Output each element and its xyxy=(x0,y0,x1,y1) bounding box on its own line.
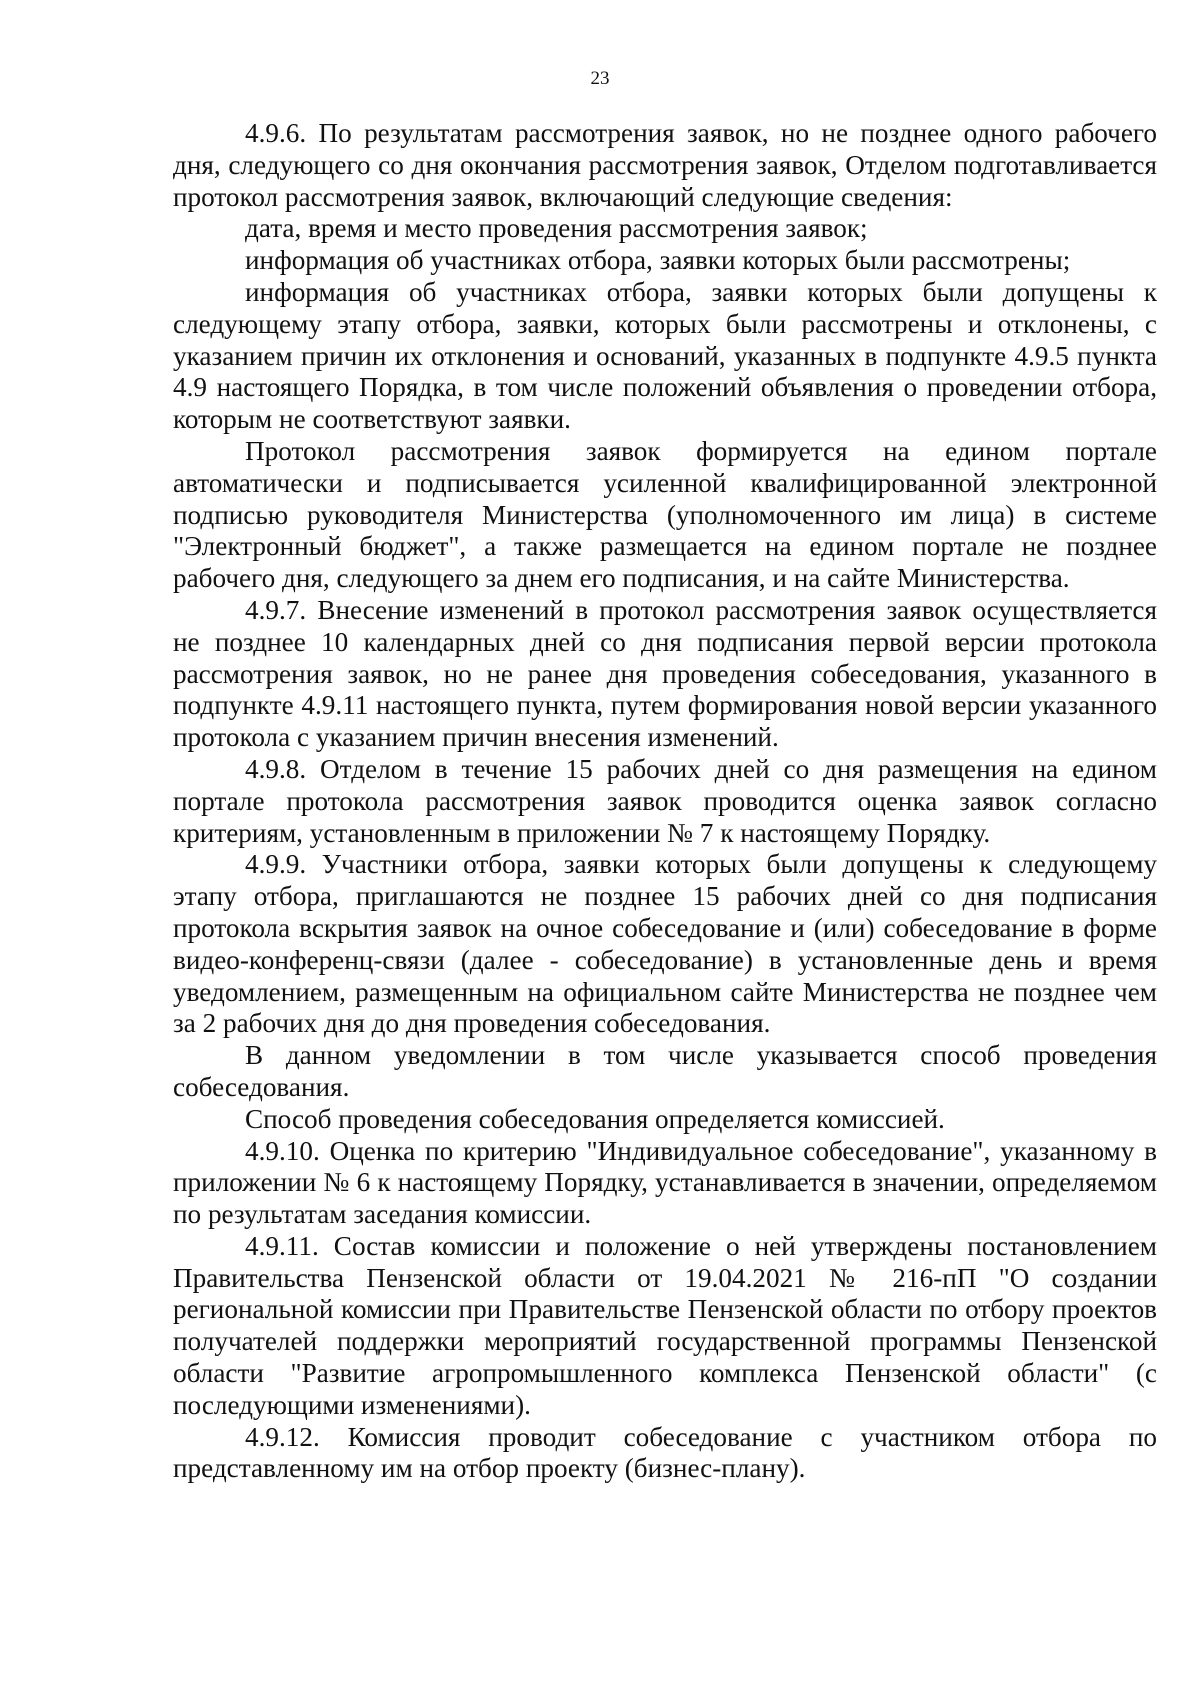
list-item-date-time-place: дата, время и место проведения рассмотрения заявок; xyxy=(245,213,868,244)
list-item-participants-reviewed: информация об участниках отбора, заявки которых были рассмотрены; xyxy=(245,245,1071,276)
paragraph-4-9-11: 4.9.11. Состав комиссии и положение о ней утверждены постановлением Правительства Пензенской области от 19.04.2021 № 216-пП "О создании региональной комиссии при Правительстве Пензенской области по отбору проектов получателей поддержки мероприятий государственной программы Пензенской области "Развитие агропромышленного комплекса Пензенской области" (с последующими изменениями). xyxy=(173,1230,1157,1420)
paragraph-4-9-10: 4.9.10. Оценка по критерию "Индивидуальное собеседование", указанному в приложении № 6 к настоящему Порядку, устанавливается в значении, определяемом по результатам заседания комиссии. xyxy=(173,1135,1157,1230)
list-item-participants-admitted-rejected: информация об участниках отбора, заявки которых были допущены к следующему этапу отбора, заявки, которых были рассмотрены и отклонены, с указанием причин их отклонения и оснований, указанных в подпункте 4.9.5 пункта 4.9 настоящего Порядка, в том числе положений объявления о проведении отбора, которым не соответствуют заявки. xyxy=(173,276,1157,435)
paragraph-4-9-12: 4.9.12. Комиссия проводит собеседование с участником отбора по представленному им на отбор проекту (бизнес-плану). xyxy=(173,1421,1157,1484)
paragraph-4-9-6: 4.9.6. По результатам рассмотрения заявок, но не позднее одного рабочего дня, следующего со дня окончания рассмотрения заявок, Отделом подготавливается протокол рассмотрения заявок, включающий следующие сведения: xyxy=(173,118,1157,212)
paragraph-4-9-8: 4.9.8. Отделом в течение 15 рабочих дней со дня размещения на едином портале протокола рассмотрения заявок проводится оценка заявок согласно критериям, установленным в приложении № 7 к настоящему Порядку. xyxy=(173,753,1157,848)
paragraph-4-9-9: 4.9.9. Участники отбора, заявки которых были допущены к следующему этапу отбора, приглашаются не позднее 15 рабочих дней со дня подписания протокола вскрытия заявок на очное собеседование и (или) собеседование в форме видео-конференц-связи (далее - собеседование) в установленные день и время уведомлением, размещенным на официальном сайте Министерства не позднее чем за 2 рабочих дня до дня проведения собеседования. xyxy=(173,849,1157,1039)
paragraph-notification-method: В данном уведомлении в том числе указывается способ проведения собеседования. xyxy=(173,1040,1157,1102)
paragraph-protocol-formation: Протокол рассмотрения заявок формируется на едином портале автоматически и подписывается усиленной квалифицированной электронной подписью руководителя Министерства (уполномоченного им лица) в системе "Электронный бюджет", а также размещается на едином портале не позднее рабочего дня, следующего за днем его подписания, и на сайте Министерства. xyxy=(173,435,1157,594)
document-body xyxy=(173,118,1157,1485)
page-number: 23 xyxy=(590,68,610,89)
paragraph-4-9-7: 4.9.7. Внесение изменений в протокол рассмотрения заявок осуществляется не позднее 10 календарных дней со дня подписания первой версии протокола рассмотрения заявок, но не ранее дня проведения собеседования, указанного в подпункте 4.9.11 настоящего пункта, путем формирования новой версии указанного протокола с указанием причин внесения изменений. xyxy=(173,594,1157,753)
paragraph-method-by-commission: Способ проведения собеседования определяется комиссией. xyxy=(245,1103,945,1134)
